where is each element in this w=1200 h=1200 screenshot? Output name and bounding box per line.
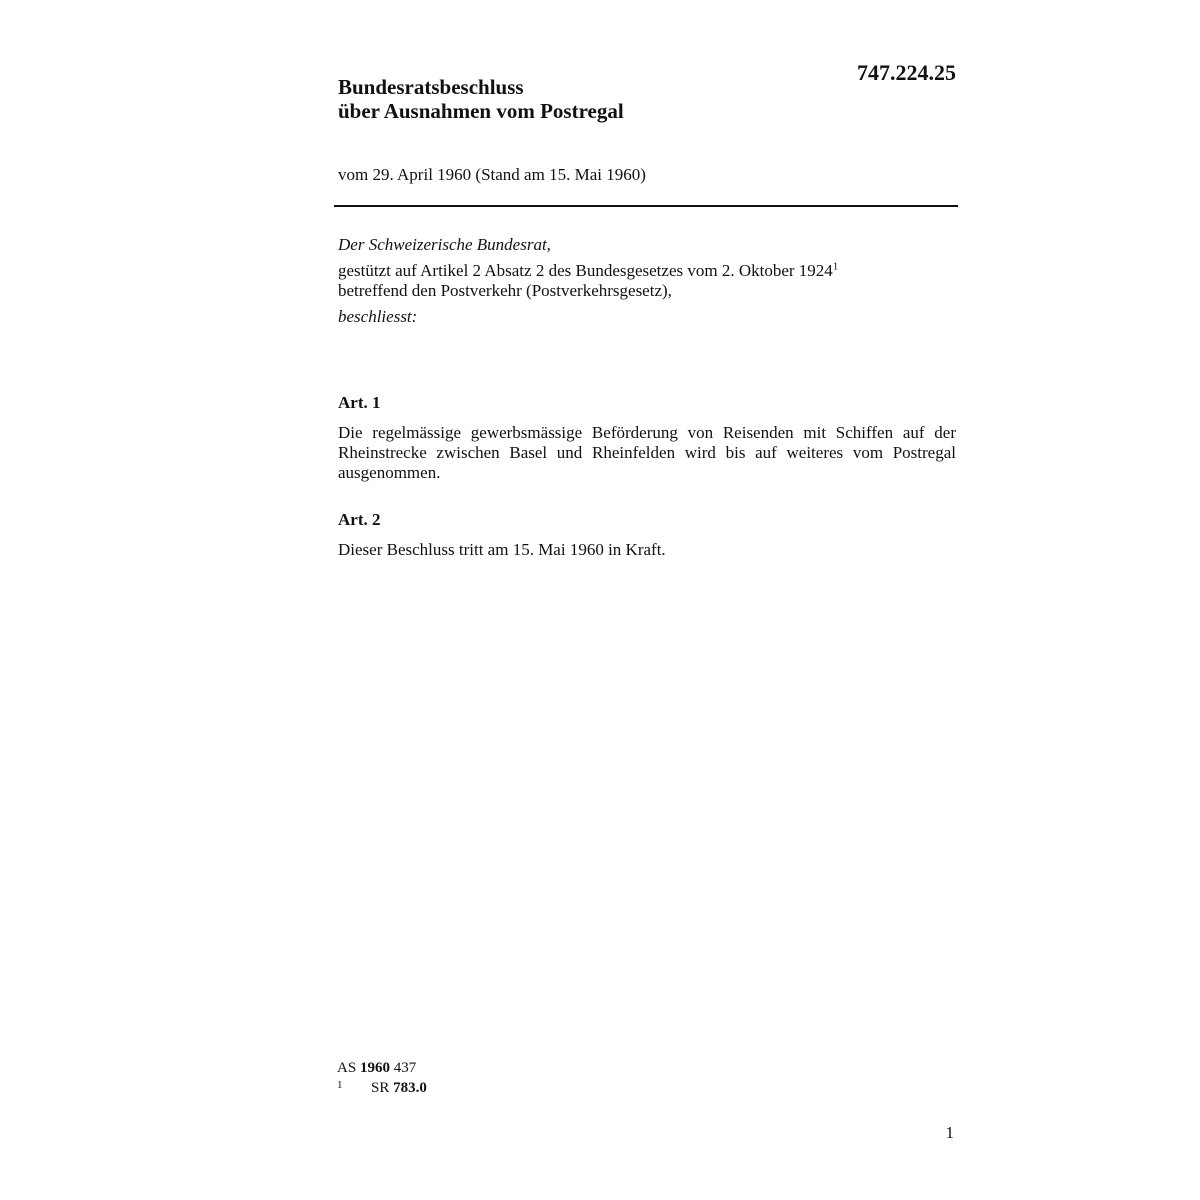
- as-page: 437: [393, 1060, 417, 1076]
- preamble-basis-line-2: betreffend den Postverkehr (Postverkehrsgesetz),: [338, 281, 672, 300]
- footnotes: [337, 1058, 737, 1098]
- title-line-2: über Ausnahmen vom Postregal: [338, 99, 624, 123]
- article-2: [338, 510, 956, 560]
- preamble-basis-line-1: gestützt auf Artikel 2 Absatz 2 des Bundesgesetzes vom 2. Oktober 1924: [338, 261, 833, 280]
- as-year: 1960: [359, 1060, 390, 1076]
- preamble-decides: beschliesst:: [338, 307, 418, 326]
- page-title: [338, 75, 838, 123]
- as-prefix: AS: [337, 1060, 357, 1076]
- header-divider: [334, 205, 958, 207]
- sr-number: 747.224.25: [857, 60, 956, 85]
- footnote-prefix: SR: [371, 1080, 390, 1096]
- footnote-sr-link[interactable]: 783.0: [393, 1080, 427, 1096]
- article-1: [338, 393, 956, 483]
- article-heading: Art. 2: [338, 510, 381, 529]
- footnote-number: 1: [337, 1079, 343, 1091]
- footnote-reference[interactable]: 1: [832, 260, 839, 273]
- preamble-basis: [338, 261, 958, 301]
- preamble-authority: Der Schweizerische Bundesrat,: [338, 235, 551, 254]
- as-reference: [337, 1058, 737, 1078]
- article-text: Dieser Beschluss tritt am 15. Mai 1960 in Kraft.: [338, 540, 666, 559]
- footnote-1: [337, 1078, 737, 1098]
- article-text: Die regelmässige gewerbsmässige Beförderung von Reisenden mit Schiffen auf der Rheinstrecke zwischen Basel und Rheinfelden wird bis auf weiteres vom Postregal ausgenommen.: [338, 423, 956, 482]
- article-heading: Art. 1: [338, 393, 381, 412]
- document-date: vom 29. April 1960 (Stand am 15. Mai 1960): [338, 165, 646, 184]
- title-line-1: Bundesratsbeschluss: [338, 75, 524, 99]
- page-number: 1: [945, 1123, 954, 1142]
- preamble: [338, 235, 958, 327]
